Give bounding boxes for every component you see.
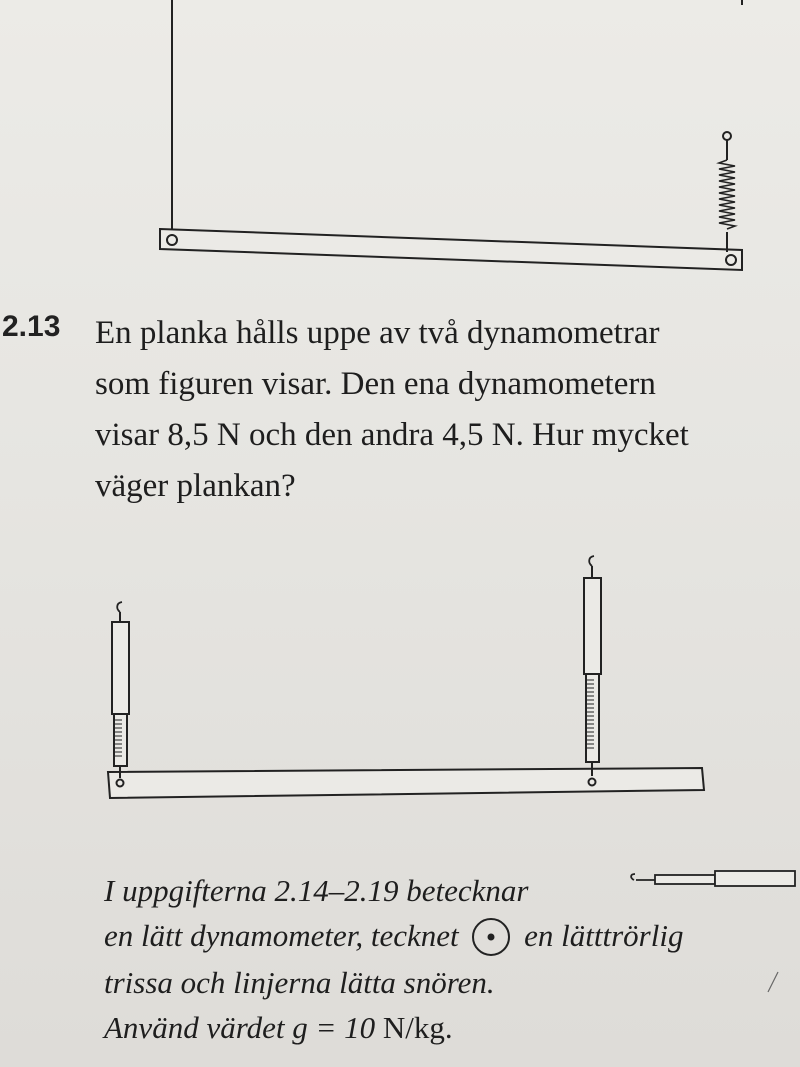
note-line-1: I uppgifterna 2.14–2.19 betecknar [104, 873, 529, 908]
note-line-2 [104, 913, 800, 960]
instructions-note [104, 868, 800, 1050]
left-dynamometer [112, 602, 129, 787]
hanging-plank [108, 768, 704, 798]
problem-number: 2.13 [2, 310, 61, 343]
note-line-4 [104, 1005, 800, 1050]
pulley-icon [470, 916, 512, 958]
note-line-2-b: en lätttrörlig [524, 918, 684, 953]
problem-line-1: En planka hålls uppe av två dynamometrar [95, 315, 660, 351]
note-line-3: trissa och linjerna lätta snören. [104, 964, 495, 1000]
problem-line-4: väger plankan? [95, 468, 296, 504]
note-line-4-a: Använd värdet g = 10 [104, 1009, 383, 1045]
problem-line-2: som figuren visar. Den ena dynamometern [95, 366, 656, 402]
problem-line-3: visar 8,5 N och den andra 4,5 N. Hur mycket [95, 417, 689, 453]
right-dynamometer [584, 556, 601, 786]
note-line-2-a: en lätt dynamometer, tecknet [104, 918, 459, 953]
note-line-4-unit: N/kg. [382, 1009, 453, 1045]
